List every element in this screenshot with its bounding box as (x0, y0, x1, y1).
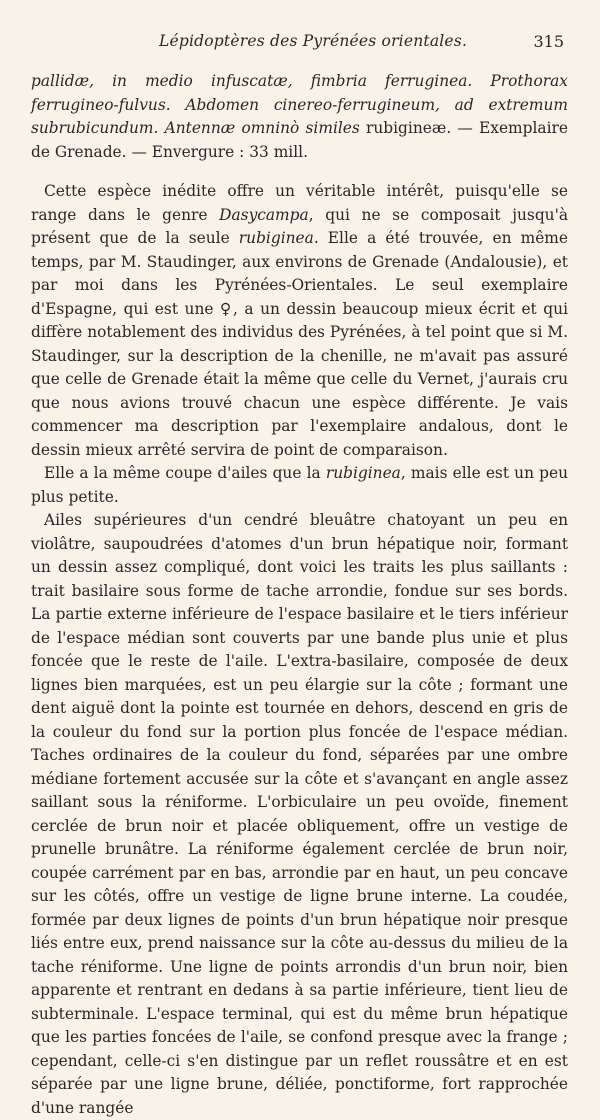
running-title: Lépidoptères des Pyrénées orientales. (159, 32, 468, 50)
species-name: rubiginea (325, 464, 401, 482)
running-header (31, 30, 568, 60)
text-run: Cette espèce inédite offre un véritable intérêt, puisqu'elle se range dans le genre (31, 182, 568, 224)
page-number: 315 (533, 32, 564, 51)
paragraph (31, 180, 568, 462)
text-run: Ailes supérieures d'un cendré bleuâtre chatoyant un peu en violâtre, saupoudrées d'atomes d'un brun hépatique noir, formant un dessin assez compliqué, dont voici les traits les plus saillants : trait basilaire sous forme de tache arrondie, fondue sur ses bords. La partie externe inférieure de l'espace basilaire et le tiers inférieur de l'espace médian sont couverts par une bande plus unie et plus foncée que le reste de l'aile. L'extra-basilaire, composée de deux lignes bien marquées, est un peu élargie sur la côte ; formant une dent aiguë dont la pointe est tournée en dehors, descend en gris de la couleur du fond sur la portion plus foncée de l'espace médian. Taches ordinaires de la couleur du fond, séparées par une ombre médiane fortement accusée sur la côte et s'avançant en angle assez saillant sous la réniforme. L'orbiculaire un peu ovoïde, finement cerclée de brun noir et placée obliquement, offre un vestige de prunelle brunâtre. La réniforme également cerclée de brun noir, coupée carrément par en bas, arrondie par en haut, un peu concave sur les côtés, offre un vestige de ligne brune interne. La coudée, formée par deux lignes de points d'un brun hépatique noir presque liés entre eux, prend naissance sur la côte au-dessus du milieu de la tache réniforme. Une ligne de points arrondis d'un brun noir, bien apparente et rentrant en dedans à sa partie inférieure, tient lieu de subterminale. L'espace terminal, qui est du même brun hépatique que les parties foncées de l'aile, se confond presque avec la frange ; cependant, celle-ci s'en distingue par un reflet roussâtre et en est séparée par une ligne brune, déliée, ponctiforme, fort rapprochée d'une rangée (31, 511, 568, 1117)
paragraph (31, 70, 568, 164)
text-run: . Elle a été trouvée, en même temps, par M. Staudinger, aux environs de Grenade (Andalousie), et par moi dans les Pyrénées-Orientales. Le seul exemplaire d'Espagne, qui est une ♀, a un dessin beaucoup mieux écrit et qui diffère notablement des individus des Pyrénées, à tel point que si M. Staudinger, sur la description de la chenille, ne m'avait pas assuré que celle de Grenade était la même que celle du Vernet, j'aurais cru que nous avions trouvé chacun une espèce différente. Je vais commencer ma description par l'exemplaire andalous, dont le dessin mieux arrêté servira de point de comparaison. (31, 229, 568, 459)
text-run: , mais elle est un peu plus petite. (31, 464, 568, 506)
body-text (31, 70, 568, 1120)
genus-name: Dasycampa (219, 205, 309, 224)
latin-description: pallidæ, in medio infuscatæ, fimbria ferruginea. Prothorax ferrugineo-fulvus. Abdomen cinereo-ferrugineum, ad extremum subrubicundum. Antennæ omninò similes (31, 72, 568, 137)
text-run: rubigineæ. — Exemplaire de Grenade. — Envergure : 33 mill. (31, 119, 568, 161)
paragraph (31, 462, 568, 509)
species-name: rubiginea (238, 229, 314, 247)
paragraph (31, 509, 568, 1120)
text-run: , qui ne se composait jusqu'à présent que de la seule (31, 205, 568, 247)
text-run: Elle a la même coupe d'ailes que la (44, 464, 326, 482)
